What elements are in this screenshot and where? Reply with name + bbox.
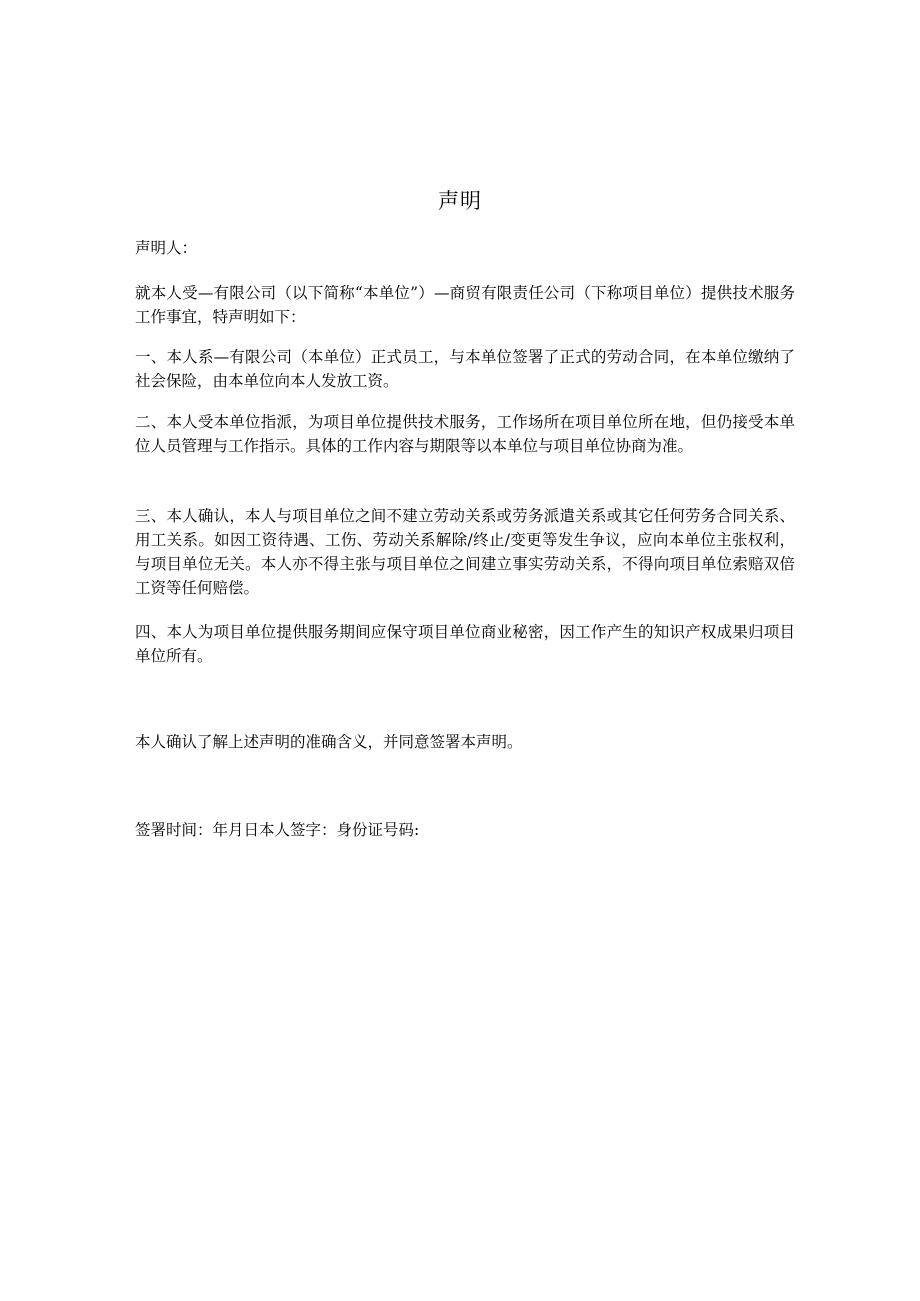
declarant-label: 声明人：: [135, 239, 198, 257]
intro-paragraph: 就本人受—有限公司（以下简称“本单位”）—商贸有限责任公司（下称项目单位）提供技术服务工作事宜，特声明如下：: [135, 284, 795, 326]
confirmation-statement: 本人确认了解上述声明的准确含义，并同意签署本声明。: [135, 733, 523, 751]
clause-3: 三、本人确认，本人与项目单位之间不建立劳动关系或劳务派遣关系或其它任何劳务合同关系、用工关系。如因工资待遇、工伤、劳动关系解除/终止/变更等发生争议，应向本单位主张权利，与项目单位无关。本人亦不得主张与项目单位之间建立事实劳动关系，不得向项目单位索赔双倍工资等任何赔偿。: [135, 507, 795, 597]
signature-line: 签署时间：年月日本人签字：身份证号码:: [135, 821, 420, 839]
clause-1: 一、本人系—有限公司（本单位）正式员工，与本单位签署了正式的劳动合同，在本单位缴纳了社会保险，由本单位向本人发放工资。: [135, 348, 795, 390]
document-title: 声明: [438, 189, 482, 213]
clause-2: 二、本人受本单位指派，为项目单位提供技术服务，工作场所在项目单位所在地，但仍接受本单位人员管理与工作指示。具体的工作内容与期限等以本单位与项目单位协商为准。: [135, 413, 795, 455]
clause-4: 四、本人为项目单位提供服务期间应保守项目单位商业秘密，因工作产生的知识产权成果归项目单位所有。: [135, 623, 795, 665]
